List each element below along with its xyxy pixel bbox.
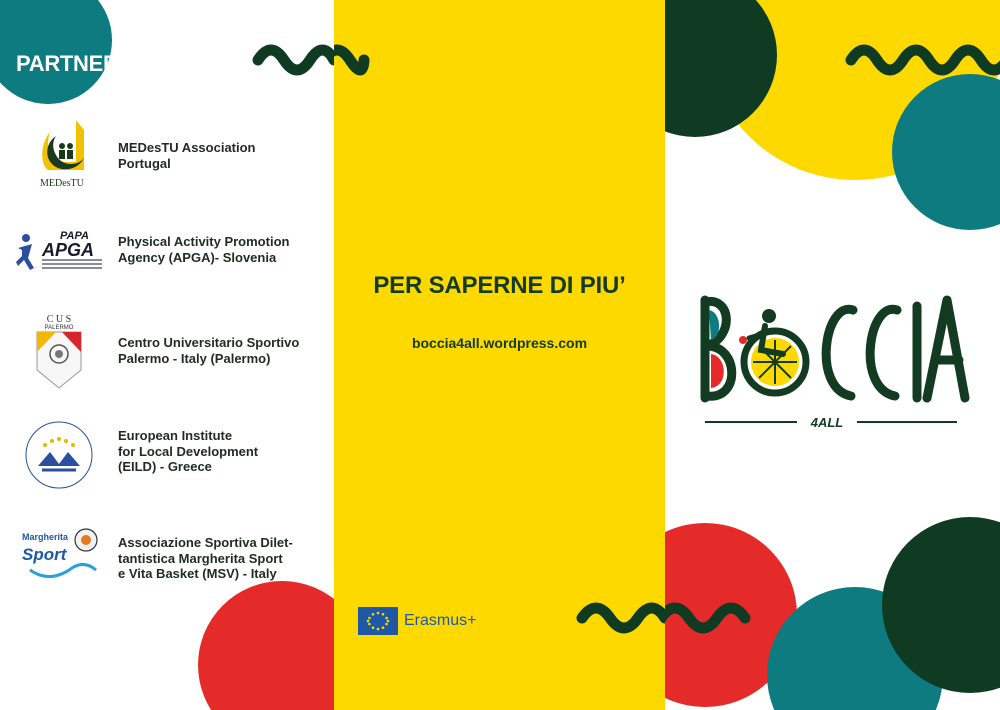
middle-decorations (334, 0, 665, 710)
wave-shape-mid-bottom (582, 608, 665, 628)
boccia-logo (705, 300, 965, 430)
more-info-heading: PER SAPERNE DI PIU’ (373, 272, 626, 299)
partner-apga: Physical Activity Promotion Agency (APGA)- Slovenia (118, 234, 290, 265)
partner-cus-palermo: Centro Universitario Sportivo Palermo - Italy (Palermo) (118, 335, 300, 366)
medestu-logo-text: MEDesTU (40, 178, 84, 189)
apga-logo-main: APGA (42, 240, 95, 260)
right-panel (665, 0, 1000, 710)
medestu-logo (36, 114, 92, 190)
margherita-logo-main: Sport (22, 545, 67, 564)
cus-logo-top: C U S (46, 314, 72, 325)
wave-shape-mid-top (334, 50, 364, 70)
margherita-sport-logo (20, 526, 100, 584)
eild-logo (20, 420, 98, 490)
middle-panel (334, 0, 665, 710)
partner-margherita-sport: Associazione Sportiva Dilet- tantistica Margherita Sport e Vita Basket (MSV) - Italy (118, 535, 293, 581)
apga-logo-top: PAPA (60, 230, 89, 242)
red-circle-bottom (198, 581, 334, 710)
partner-medestu: MEDesTU Association Portugal (118, 140, 256, 171)
left-panel (0, 0, 334, 710)
partner-eild: European Institute for Local Development (EILD) - Greece (118, 428, 259, 474)
erasmus-logo (358, 607, 476, 635)
cus-palermo-logo (34, 312, 84, 390)
cus-logo-sub: PALERMO (44, 325, 74, 331)
margherita-logo-top: Margherita (22, 532, 69, 542)
website-url[interactable]: boccia4all.wordpress.com (411, 335, 588, 351)
partners-title: PARTNERS (16, 51, 133, 76)
eu-flag-icon (358, 607, 398, 635)
erasmus-label: Erasmus+ (404, 612, 477, 629)
apga-logo (14, 228, 106, 274)
boccia-logo-subtitle: 4ALL (810, 415, 844, 430)
wave-shape-left (258, 50, 334, 70)
right-decorations (665, 0, 1000, 710)
